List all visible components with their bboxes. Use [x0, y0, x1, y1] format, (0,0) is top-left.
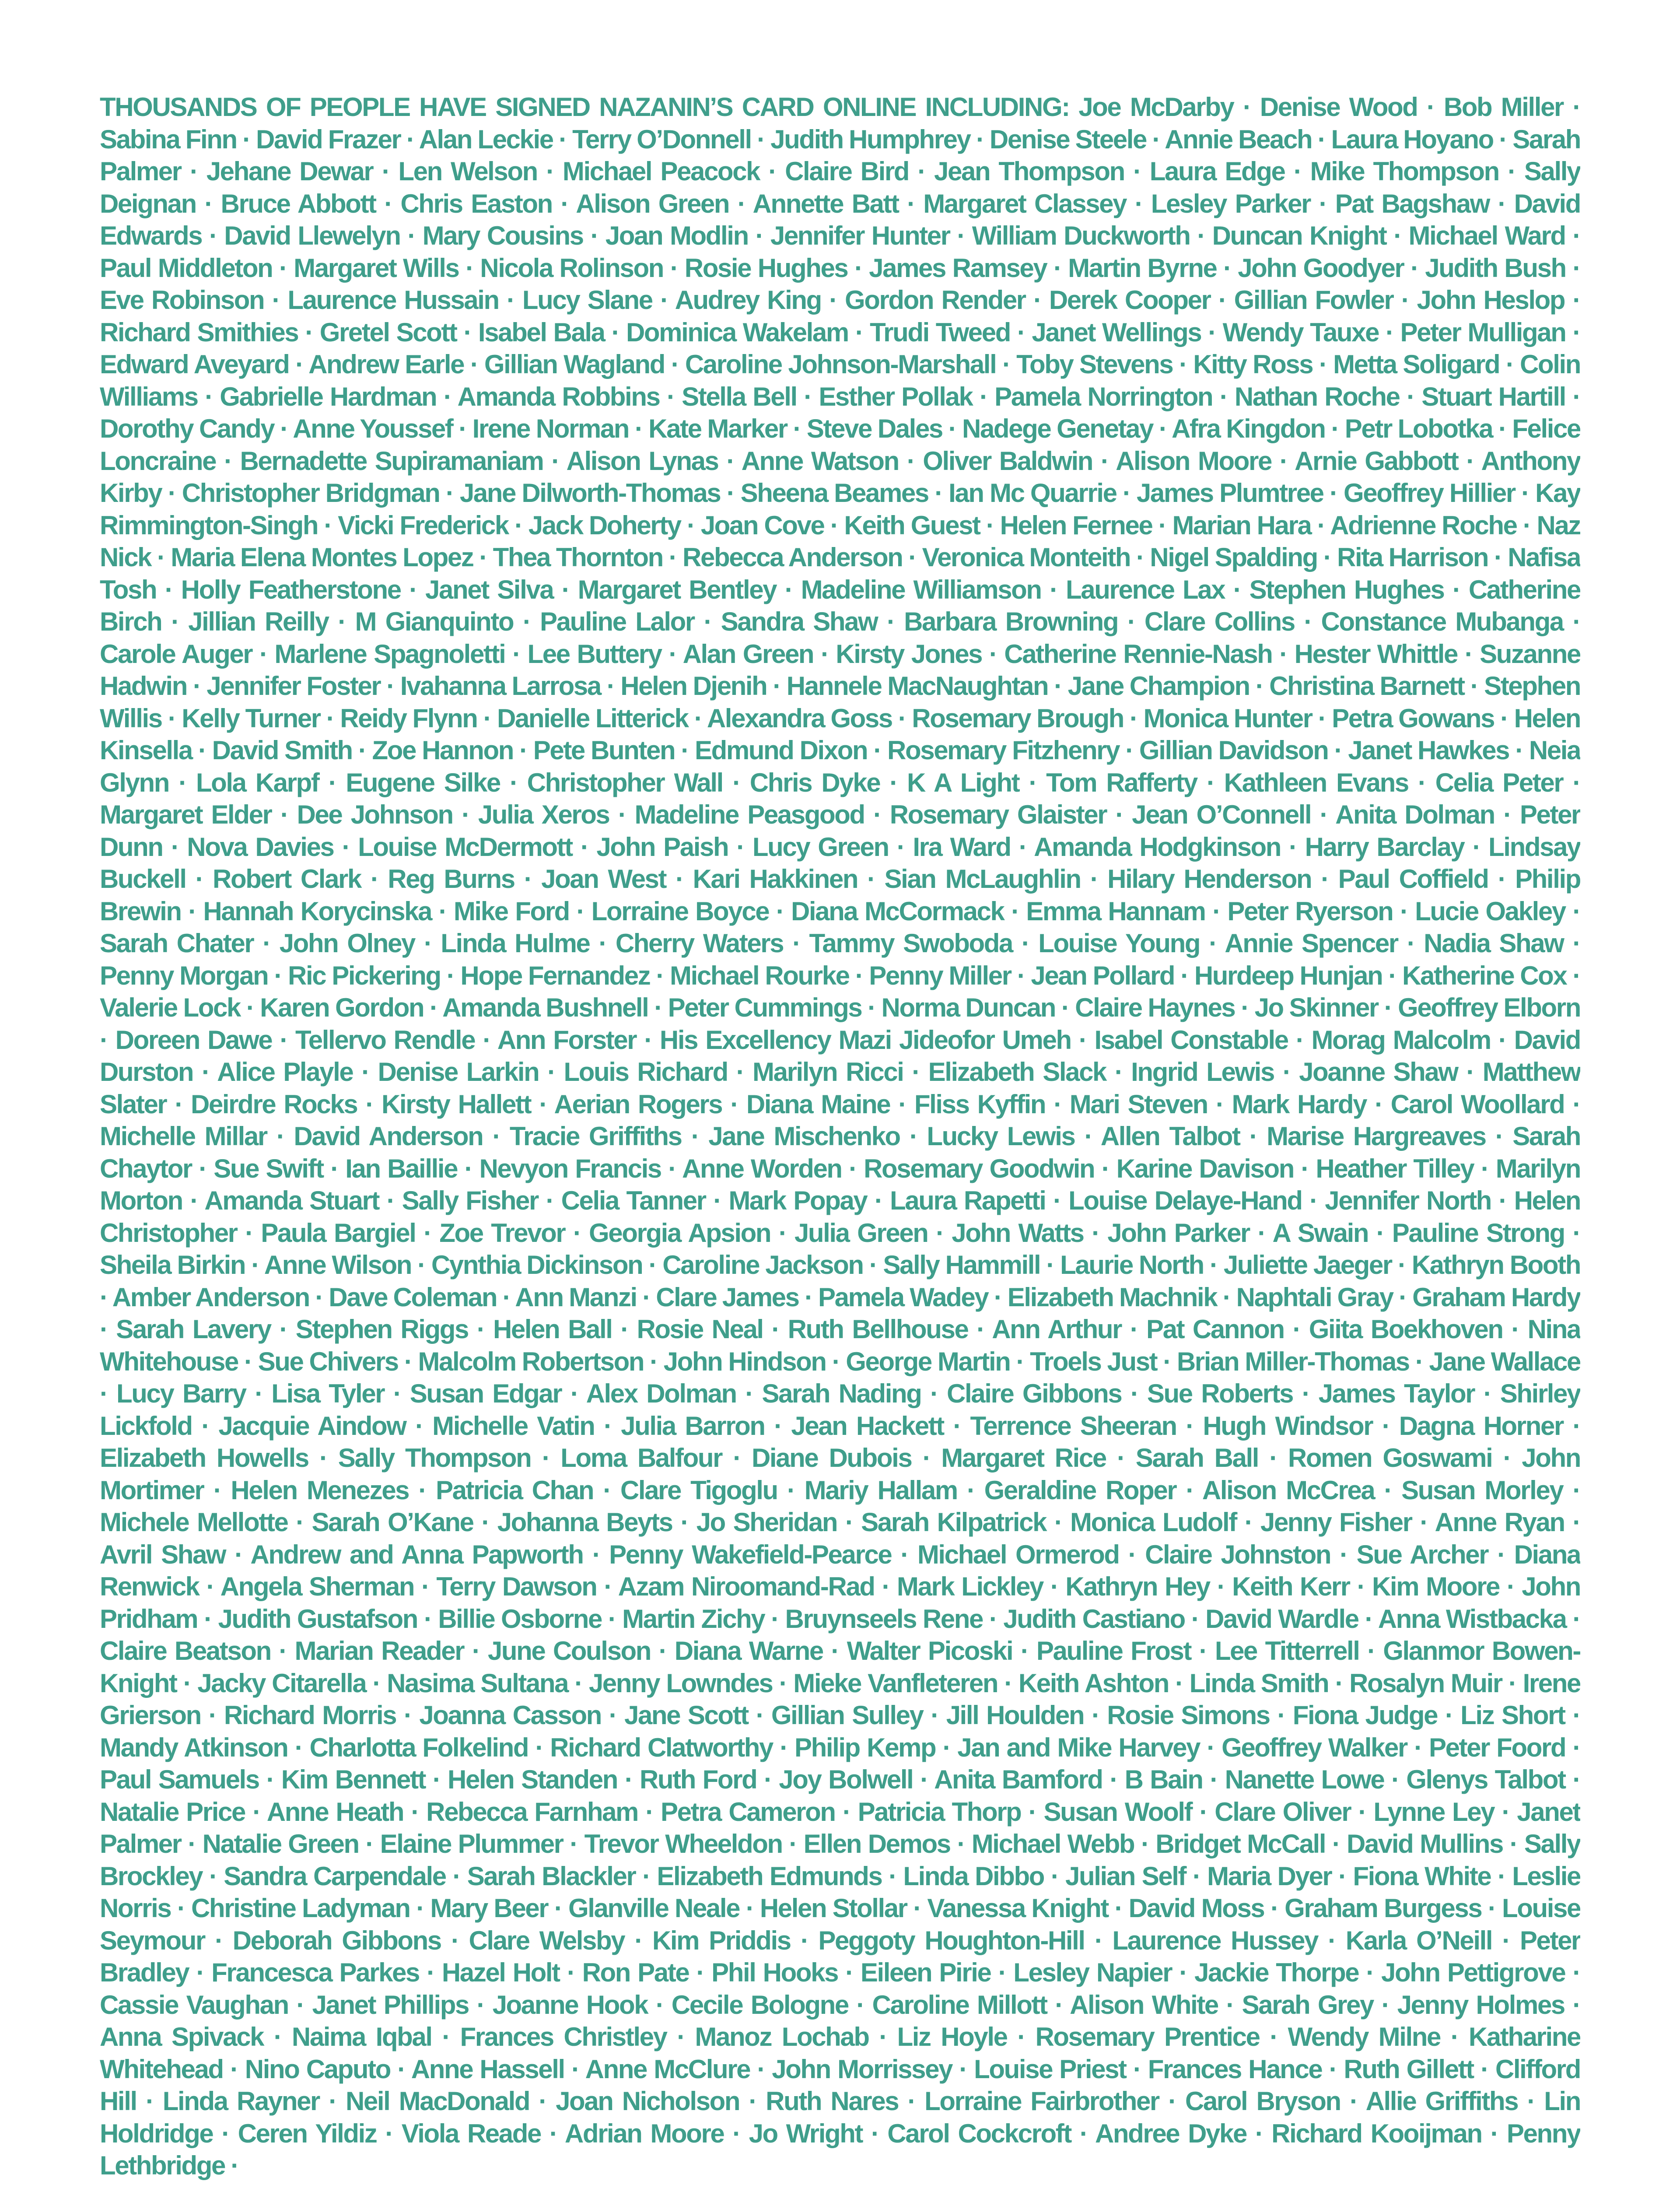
card-heading: THOUSANDS OF PEOPLE HAVE SIGNED NAZANIN’S CARD ONLINE INCLUDING:: [100, 92, 1069, 122]
signature-list: [100, 91, 1580, 2182]
card-page: [100, 91, 1580, 2188]
signatory-names: Joe McDarby · Denise Wood · Bob Miller · Sabina Finn · David Frazer · Alan Leckie · Terry O’Donnell · Judith Humphrey · Denise Steele · Annie Beach · Laura Hoyano · Sarah Palmer · Jehane Dewar · Len Welson · Michael Peacock · Claire Bird · Jean Thompson · Laura Edge · Mike Thompson · Sally Deignan · Bruce Abbott · Chris Easton · Alison Green · Annette Batt · Margaret Classey · Lesley Parker · Pat Bagshaw · David Edwards · David Llewelyn · Mary Cousins · Joan Modlin · Jennifer Hunter · William Duckworth · Duncan Knight · Michael Ward · Paul Middleton · Margaret Wills · Nicola Rolinson · Rosie Hughes · James Ramsey · Martin Byrne · John Goodyer · Judith Bush · Eve Robinson · Laurence Hussain · Lucy Slane · Audrey King · Gordon Render · Derek Cooper · Gillian Fowler · John Heslop · Richard Smithies · Gretel Scott · Isabel Bala · Dominica Wakelam · Trudi Tweed · Janet Wellings · Wendy Tauxe · Peter Mulligan · Edward Aveyard · Andrew Earle · Gillian Wagland · Caroline Johnson-Marshall · Toby Stevens · Kitty Ross · Metta Soligard · Colin Williams · Gabrielle Hardman · Amanda Robbins · Stella Bell · Esther Pollak · Pamela Norrington · Nathan Roche · Stuart Hartill · Dorothy Candy · Anne Youssef · Irene Norman · Kate Marker · Steve Dales · Nadege Genetay · Afra Kingdon · Petr Lobotka · Felice Loncraine · Bernadette Supiramaniam · Alison Lynas · Anne Watson · Oliver Baldwin · Alison Moore · Arnie Gabbott · Anthony Kirby · Christopher Bridgman · Jane Dilworth-Thomas · Sheena Beames · Ian Mc Quarrie · James Plumtree · Geoffrey Hillier · Kay Rimmington-Singh · Vicki Frederick · Jack Doherty · Joan Cove · Keith Guest · Helen Fernee · Marian Hara · Adrienne Roche · Naz Nick · Maria Elena Montes Lopez · Thea Thornton · Rebecca Anderson · Veronica Monteith · Nigel Spalding · Rita Harrison · Nafisa Tosh · Holly Featherstone · Janet Silva · Margaret Bentley · Madeline Williamson · Laurence Lax · Stephen Hughes · Catherine Birch · Jillian Reilly · M Gianquinto · Pauline Lalor · Sandra Shaw · Barbara Browning · Clare Collins · Constance Mubanga · Carole Auger · Marlene Spagnoletti · Lee Buttery · Alan Green · Kirsty Jones · Catherine Rennie-Nash · Hester Whittle · Suzanne Hadwin · Jennifer Foster · Ivahanna Larrosa · Helen Djenih · Hannele MacNaughtan · Jane Champion · Christina Barnett · Stephen Willis · Kelly Turner · Reidy Flynn · Danielle Litterick · Alexandra Goss · Rosemary Brough · Monica Hunter · Petra Gowans · Helen Kinsella · David Smith · Zoe Hannon · Pete Bunten · Edmund Dixon · Rosemary Fitzhenry · Gillian Davidson · Janet Hawkes · Neia Glynn · Lola Karpf · Eugene Silke · Christopher Wall · Chris Dyke · K A Light · Tom Rafferty · Kathleen Evans · Celia Peter · Margaret Elder · Dee Johnson · Julia Xeros · Madeline Peasgood · Rosemary Glaister · Jean O’Connell · Anita Dolman · Peter Dunn · Nova Davies · Louise McDermott · John Paish · Lucy Green · Ira Ward · Amanda Hodgkinson · Harry Barclay · Lindsay Buckell · Robert Clark · Reg Burns · Joan West · Kari Hakkinen · Sian McLaughlin · Hilary Henderson · Paul Coffield · Philip Brewin · Hannah Korycinska · Mike Ford · Lorraine Boyce · Diana McCormack · Emma Hannam · Peter Ryerson · Lucie Oakley · Sarah Chater · John Olney · Linda Hulme · Cherry Waters · Tammy Swoboda · Louise Young · Annie Spencer · Nadia Shaw · Penny Morgan · Ric Pickering · Hope Fernandez · Michael Rourke · Penny Miller · Jean Pollard · Hurdeep Hunjan · Katherine Cox · Valerie Lock · Karen Gordon · Amanda Bushnell · Peter Cummings · Norma Duncan · Claire Haynes · Jo Skinner · Geoffrey Elborn · Doreen Dawe · Tellervo Rendle · Ann Forster · His Excellency Mazi Jideofor Umeh · Isabel Constable · Morag Malcolm · David Durston · Alice Playle · Denise Larkin · Louis Richard · Marilyn Ricci · Elizabeth Slack · Ingrid Lewis · Joanne Shaw · Matthew Slater · Deirdre Rocks · Kirsty Hallett · Aerian Rogers · Diana Maine · Fliss Kyffin · Mari Steven · Mark Hardy · Carol Woollard · Michelle Millar · David Anderson · Tracie Griffiths · Jane Mischenko · Lucky Lewis · Allen Talbot · Marise Hargreaves · Sarah Chaytor · Sue Swift · Ian Baillie · Nevyon Francis · Anne Worden · Rosemary Goodwin · Karine Davison · Heather Tilley · Marilyn Morton · Amanda Stuart · Sally Fisher · Celia Tanner · Mark Popay · Laura Rapetti · Louise Delaye-Hand · Jennifer North · Helen Christopher · Paula Bargiel · Zoe Trevor · Georgia Apsion · Julia Green · John Watts · John Parker · A Swain · Pauline Strong · Sheila Birkin · Anne Wilson · Cynthia Dickinson · Caroline Jackson · Sally Hammill · Laurie North · Juliette Jaeger · Kathryn Booth · Amber Anderson · Dave Coleman · Ann Manzi · Clare James · Pamela Wadey · Elizabeth Machnik · Naphtali Gray · Graham Hardy · Sarah Lavery · Stephen Riggs · Helen Ball · Rosie Neal · Ruth Bellhouse · Ann Arthur · Pat Cannon · Giita Boekhoven · Nina Whitehouse · Sue Chivers · Malcolm Robertson · John Hindson · George Martin · Troels Just · Brian Miller-Thomas · Jane Wallace · Lucy Barry · Lisa Tyler · Susan Edgar · Alex Dolman · Sarah Nading · Claire Gibbons · Sue Roberts · James Taylor · Shirley Lickfold · Jacquie Aindow · Michelle Vatin · Julia Barron · Jean Hackett · Terrence Sheeran · Hugh Windsor · Dagna Horner · Elizabeth Howells · Sally Thompson · Loma Balfour · Diane Dubois · Margaret Rice · Sarah Ball · Romen Goswami · John Mortimer · Helen Menezes · Patricia Chan · Clare Tigoglu · Mariy Hallam · Geraldine Roper · Alison McCrea · Susan Morley · Michele Mellotte · Sarah O’Kane · Johanna Beyts · Jo Sheridan · Sarah Kilpatrick · Monica Ludolf · Jenny Fisher · Anne Ryan · Avril Shaw · Andrew and Anna Papworth · Penny Wakefield-Pearce · Michael Ormerod · Claire Johnston · Sue Archer · Diana Renwick · Angela Sherman · Terry Dawson · Azam Niroomand-Rad · Mark Lickley · Kathryn Hey · Keith Kerr · Kim Moore · John Pridham · Judith Gustafson · Billie Osborne · Martin Zichy · Bruynseels Rene · Judith Castiano · David Wardle · Anna Wistbacka · Claire Beatson · Marian Reader · June Coulson · Diana Warne · Walter Picoski · Pauline Frost · Lee Titterrell · Glanmor Bowen-Knight · Jacky Citarella · Nasima Sultana · Jenny Lowndes · Mieke Vanfleteren · Keith Ashton · Linda Smith · Rosalyn Muir · Irene Grierson · Richard Morris · Joanna Casson · Jane Scott · Gillian Sulley · Jill Houlden · Rosie Simons · Fiona Judge · Liz Short · Mandy Atkinson · Charlotta Folkelind · Richard Clatworthy · Philip Kemp · Jan and Mike Harvey · Geoffrey Walker · Peter Foord · Paul Samuels · Kim Bennett · Helen Standen · Ruth Ford · Joy Bolwell · Anita Bamford · B Bain · Nanette Lowe · Glenys Talbot · Natalie Price · Anne Heath · Rebecca Farnham · Petra Cameron · Patricia Thorp · Susan Woolf · Clare Oliver · Lynne Ley · Janet Palmer · Natalie Green · Elaine Plummer · Trevor Wheeldon · Ellen Demos · Michael Webb · Bridget McCall · David Mullins · Sally Brockley · Sandra Carpendale · Sarah Blackler · Elizabeth Edmunds · Linda Dibbo · Julian Self · Maria Dyer · Fiona White · Leslie Norris · Christine Ladyman · Mary Beer · Glanville Neale · Helen Stollar · Vanessa Knight · David Moss · Graham Burgess · Louise Seymour · Deborah Gibbons · Clare Welsby · Kim Priddis · Peggoty Houghton-Hill · Laurence Hussey · Karla O’Neill · Peter Bradley · Francesca Parkes · Hazel Holt · Ron Pate · Phil Hooks · Eileen Pirie · Lesley Napier · Jackie Thorpe · John Pettigrove · Cassie Vaughan · Janet Phillips · Joanne Hook · Cecile Bologne · Caroline Millott · Alison White · Sarah Grey · Jenny Holmes · Anna Spivack · Naima Iqbal · Frances Christley · Manoz Lochab · Liz Hoyle · Rosemary Prentice · Wendy Milne · Katharine Whitehead · Nino Caputo · Anne Hassell · Anne McClure · John Morrissey · Louise Priest · Frances Hance · Ruth Gillett · Clifford Hill · Linda Rayner · Neil MacDonald · Joan Nicholson · Ruth Nares · Lorraine Fairbrother · Carol Bryson · Allie Griffiths · Lin Holdridge · Ceren Yildiz · Viola Reade · Adrian Moore · Jo Wright · Carol Cockcroft · Andree Dyke · Richard Kooijman · Penny Lethbridge ·: [100, 92, 1580, 2180]
